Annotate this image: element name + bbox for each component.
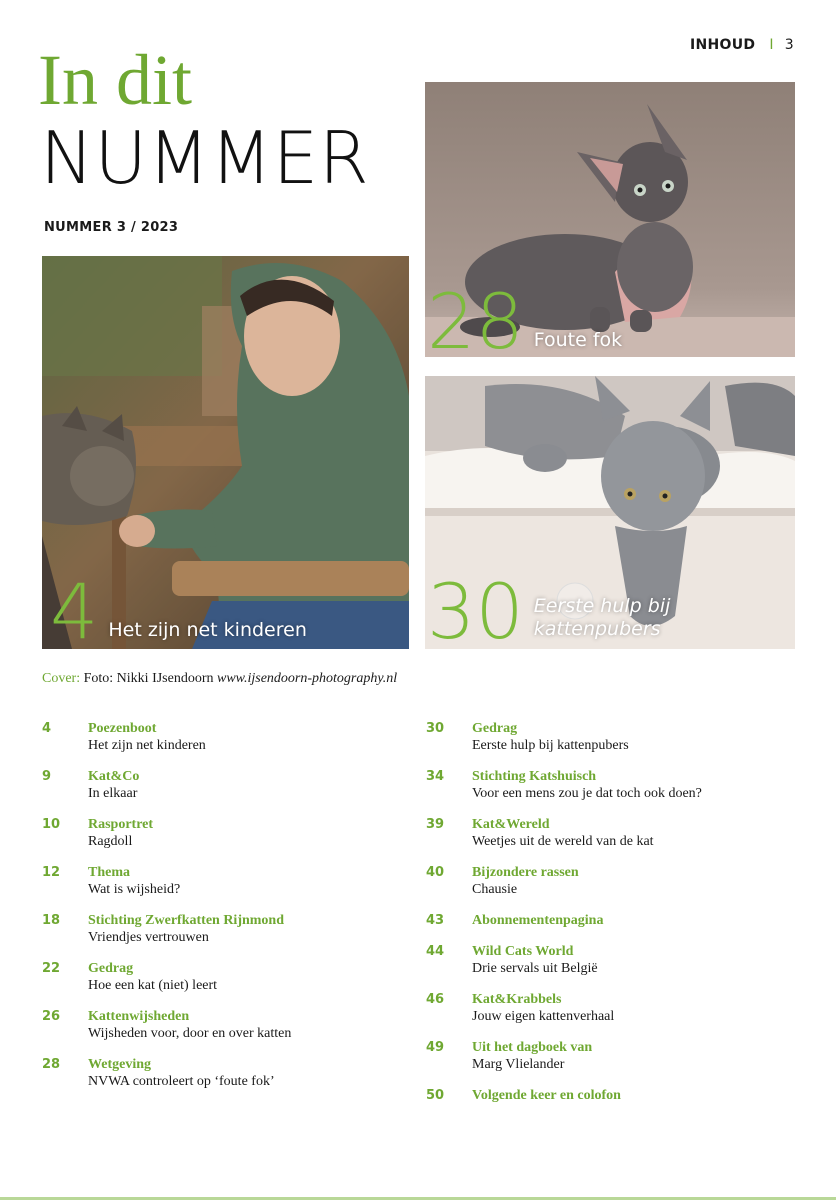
toc-column-left	[42, 720, 412, 1104]
toc-entry[interactable]	[426, 720, 796, 754]
toc-category: Stichting Katshuisch	[472, 769, 597, 784]
feature-title-line2: kattenpubers	[533, 618, 661, 641]
toc-page: 18	[42, 913, 61, 928]
page-title-line2: NUMMER	[40, 116, 370, 200]
toc-category: Uit het dagboek van	[472, 1040, 593, 1055]
toc-page: 22	[42, 961, 61, 976]
toc-title: In elkaar	[88, 786, 138, 801]
toc-title: Marg Vlielander	[472, 1057, 565, 1072]
section-label: INHOUD	[690, 37, 756, 53]
toc-category: Wetgeving	[88, 1057, 151, 1072]
toc-title: Wijsheden voor, door en over katten	[88, 1026, 292, 1041]
toc-title: Eerste hulp bij kattenpubers	[472, 738, 629, 753]
toc-entry[interactable]	[426, 943, 796, 977]
toc-category: Thema	[88, 865, 130, 880]
toc-page: 26	[42, 1009, 61, 1024]
toc-category: Bijzondere rassen	[472, 865, 579, 880]
toc-page: 28	[42, 1057, 61, 1072]
feature-photo-child-cat[interactable]	[42, 256, 409, 649]
feature-caption-30	[427, 566, 671, 649]
header-separator: I	[769, 37, 774, 53]
toc-entry[interactable]	[42, 912, 412, 946]
page-number: 3	[784, 37, 794, 53]
toc-page: 12	[42, 865, 61, 880]
toc-page: 43	[426, 913, 445, 928]
toc-category: Volgende keer en colofon	[472, 1088, 621, 1103]
cover-credit	[42, 671, 397, 687]
toc-page: 50	[426, 1088, 445, 1103]
toc-page: 44	[426, 944, 445, 959]
toc-page: 30	[426, 721, 445, 736]
toc-entry[interactable]	[426, 816, 796, 850]
toc-entry[interactable]	[42, 768, 412, 802]
toc-category: Poezenboot	[88, 721, 157, 736]
toc-entry[interactable]	[426, 1087, 796, 1104]
toc-category: Gedrag	[472, 721, 518, 736]
cover-credit-label: Cover:	[42, 671, 81, 686]
toc-category: Kat&Wereld	[472, 817, 550, 832]
toc-category: Kat&Co	[88, 769, 140, 784]
cover-credit-url[interactable]: www.ijsendoorn-photography.nl	[217, 671, 398, 686]
feature-title	[534, 595, 671, 643]
toc-entry[interactable]	[426, 768, 796, 802]
toc-title: Voor een mens zou je dat toch ook doen?	[472, 786, 702, 801]
toc-entry[interactable]	[42, 720, 412, 754]
feature-title: Foute fok	[533, 329, 623, 351]
section-header	[690, 37, 794, 53]
toc-page: 49	[426, 1040, 445, 1055]
toc-category: Gedrag	[88, 961, 134, 976]
toc-title: Hoe een kat (niet) leert	[88, 978, 218, 993]
toc-entry[interactable]	[426, 864, 796, 898]
toc-page: 10	[42, 817, 61, 832]
toc-category: Stichting Zwerfkatten Rijnmond	[88, 913, 285, 928]
toc-entry[interactable]	[426, 912, 796, 929]
toc-entry[interactable]	[426, 991, 796, 1025]
toc-title: Weetjes uit de wereld van de kat	[472, 834, 654, 849]
toc-page: 39	[426, 817, 445, 832]
toc-title: Jouw eigen kattenverhaal	[472, 1009, 615, 1024]
toc-title: Wat is wijsheid?	[88, 882, 181, 897]
toc-page: 46	[426, 992, 445, 1007]
toc-entry[interactable]	[42, 1008, 412, 1042]
toc-column-right	[426, 720, 796, 1118]
toc-entry[interactable]	[426, 1039, 796, 1073]
toc-entry[interactable]	[42, 816, 412, 850]
toc-page: 40	[426, 865, 445, 880]
toc-title: Chausie	[472, 882, 518, 897]
toc-title: Drie servals uit België	[472, 961, 598, 976]
feature-caption-28	[427, 276, 623, 357]
feature-title-line1: Eerste hulp bij	[533, 595, 671, 618]
toc-title: Het zijn net kinderen	[88, 738, 206, 753]
toc-category: Wild Cats World	[472, 944, 574, 959]
toc-entry[interactable]	[42, 1056, 412, 1090]
toc-entry[interactable]	[42, 960, 412, 994]
cover-credit-text: Foto: Nikki IJsendoorn	[83, 671, 214, 686]
feature-number: 28	[427, 276, 524, 357]
toc-title: NVWA controleert op ‘foute fok’	[88, 1074, 275, 1089]
toc-entry[interactable]	[42, 864, 412, 898]
toc-category: Abonnementenpagina	[472, 913, 604, 928]
feature-title: Het zijn net kinderen	[108, 619, 307, 641]
feature-number: 4	[50, 566, 99, 649]
feature-photo-sphynx[interactable]	[425, 82, 795, 357]
feature-number: 30	[427, 566, 524, 649]
toc-category: Kat&Krabbels	[472, 992, 562, 1007]
toc-title: Ragdoll	[88, 834, 133, 849]
issue-label: NUMMER 3 / 2023	[44, 220, 179, 235]
feature-caption-4	[50, 566, 307, 649]
toc-page: 9	[42, 769, 52, 784]
toc-category: Kattenwijsheden	[88, 1009, 190, 1024]
toc-title: Vriendjes vertrouwen	[88, 930, 209, 945]
feature-photo-kitten[interactable]	[425, 376, 795, 649]
page-title-line1: In dit	[38, 40, 192, 120]
toc-page: 34	[426, 769, 445, 784]
toc-page: 4	[42, 721, 52, 736]
toc-category: Rasportret	[88, 817, 154, 832]
